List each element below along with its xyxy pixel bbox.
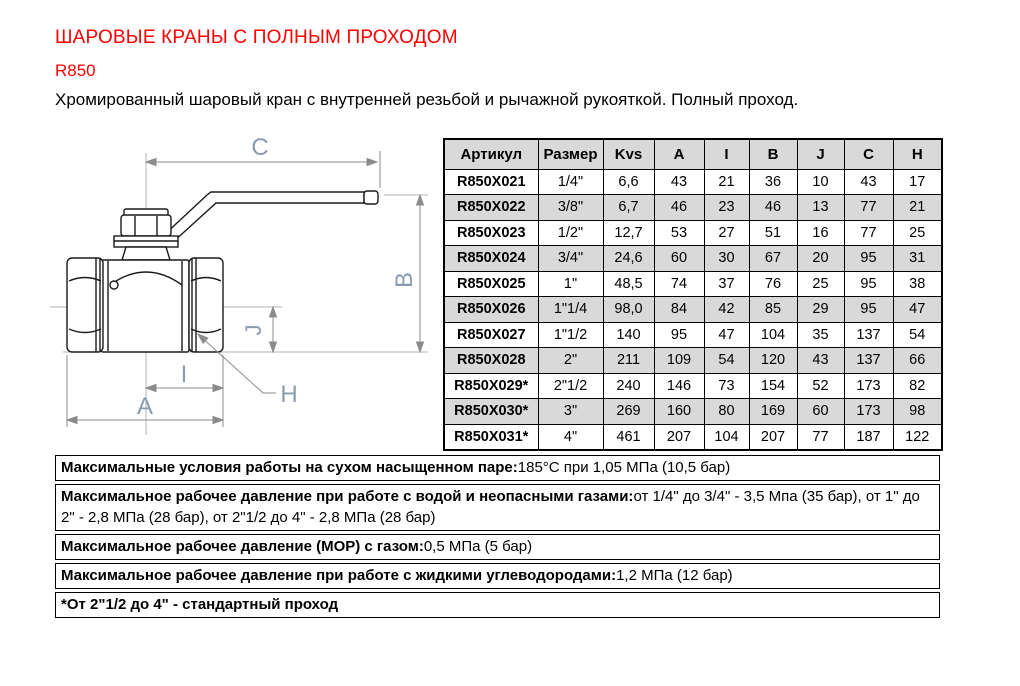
value-cell: 30 <box>704 246 749 272</box>
table-row <box>444 348 942 374</box>
value-cell: 1"1/2 <box>538 322 603 348</box>
table-header-row <box>444 139 942 169</box>
value-cell: 3/8" <box>538 195 603 221</box>
value-cell: 27 <box>704 220 749 246</box>
article-cell: R850X026 <box>444 297 538 323</box>
article-cell: R850X031* <box>444 424 538 450</box>
note-row <box>55 534 940 560</box>
value-cell: 12,7 <box>603 220 654 246</box>
value-cell: 211 <box>603 348 654 374</box>
value-cell: 23 <box>704 195 749 221</box>
value-cell: 160 <box>654 399 704 425</box>
value-cell: 25 <box>797 271 844 297</box>
column-header: Kvs <box>603 139 654 169</box>
table-row <box>444 297 942 323</box>
value-cell: 74 <box>654 271 704 297</box>
center-body <box>101 260 189 352</box>
note-value: 185°С при 1,05 МПа (10,5 бар) <box>517 459 731 476</box>
value-cell: 95 <box>844 246 893 272</box>
table-row <box>444 399 942 425</box>
value-cell: 154 <box>749 373 797 399</box>
table-row <box>444 271 942 297</box>
table-row <box>444 373 942 399</box>
value-cell: 98 <box>893 399 942 425</box>
column-header: Артикул <box>444 139 538 169</box>
value-cell: 76 <box>749 271 797 297</box>
value-cell: 173 <box>844 399 893 425</box>
value-cell: 120 <box>749 348 797 374</box>
value-cell: 461 <box>603 424 654 450</box>
value-cell: 82 <box>893 373 942 399</box>
value-cell: 54 <box>704 348 749 374</box>
column-header: Размер <box>538 139 603 169</box>
value-cell: 95 <box>844 297 893 323</box>
note-label: Максимальное рабочее давление при работе с водой и неопасными газами: <box>61 488 634 505</box>
valve-technical-drawing <box>50 133 440 453</box>
note-value: от 1/4" до 3/4" - 3,5 Мпа (35 бар), от 1" до 2" - 2,8 МПа (28 бар), от 2"1/2 до 4" - 2,8 МПа (28 бар) <box>61 488 920 526</box>
article-cell: R850X023 <box>444 220 538 246</box>
value-cell: 52 <box>797 373 844 399</box>
value-cell: 60 <box>797 399 844 425</box>
value-cell: 77 <box>797 424 844 450</box>
dim-label-j: J <box>241 324 266 336</box>
dim-label-i: I <box>180 361 188 388</box>
article-cell: R850X027 <box>444 322 538 348</box>
value-cell: 137 <box>844 322 893 348</box>
value-cell: 60 <box>654 246 704 272</box>
value-cell: 122 <box>893 424 942 450</box>
dim-label-b: B <box>391 271 418 289</box>
value-cell: 46 <box>749 195 797 221</box>
value-cell: 43 <box>654 169 704 195</box>
table-row <box>444 246 942 272</box>
value-cell: 240 <box>603 373 654 399</box>
table-row <box>444 195 942 221</box>
product-description: Хромированный шаровый кран с внутренней резьбой и рычажной рукояткой. Полный проход. <box>55 90 799 109</box>
value-cell: 42 <box>704 297 749 323</box>
value-cell: 6,6 <box>603 169 654 195</box>
note-label: Максимальное рабочее давление (МОР) с газом: <box>61 538 424 555</box>
value-cell: 25 <box>893 220 942 246</box>
page-title: ШАРОВЫЕ КРАНЫ С ПОЛНЫМ ПРОХОДОМ <box>55 27 458 48</box>
value-cell: 137 <box>844 348 893 374</box>
table-row <box>444 169 942 195</box>
value-cell: 31 <box>893 246 942 272</box>
table-row <box>444 424 942 450</box>
note-row <box>55 455 940 481</box>
stem-hex-nut <box>121 215 171 236</box>
value-cell: 3/4" <box>538 246 603 272</box>
value-cell: 104 <box>704 424 749 450</box>
value-cell: 84 <box>654 297 704 323</box>
value-cell: 16 <box>797 220 844 246</box>
value-cell: 77 <box>844 220 893 246</box>
value-cell: 48,5 <box>603 271 654 297</box>
table-row <box>444 322 942 348</box>
value-cell: 21 <box>704 169 749 195</box>
column-header: J <box>797 139 844 169</box>
value-cell: 146 <box>654 373 704 399</box>
value-cell: 53 <box>654 220 704 246</box>
value-cell: 43 <box>844 169 893 195</box>
notes <box>55 455 940 621</box>
valve-handle <box>163 192 364 243</box>
value-cell: 67 <box>749 246 797 272</box>
column-header: C <box>844 139 893 169</box>
value-cell: 173 <box>844 373 893 399</box>
note-value: 1,2 МПа (12 бар) <box>616 567 733 584</box>
value-cell: 2" <box>538 348 603 374</box>
value-cell: 207 <box>654 424 704 450</box>
value-cell: 47 <box>704 322 749 348</box>
article-cell: R850X021 <box>444 169 538 195</box>
value-cell: 37 <box>704 271 749 297</box>
dim-label-h: H <box>280 381 298 408</box>
value-cell: 17 <box>893 169 942 195</box>
note-label: Максимальные условия работы на сухом насыщенном паре: <box>61 459 518 476</box>
column-header: I <box>704 139 749 169</box>
body-detail-circle <box>110 281 118 289</box>
spec-table <box>443 138 943 451</box>
value-cell: 1"1/4 <box>538 297 603 323</box>
article-cell: R850X028 <box>444 348 538 374</box>
article-cell: R850X025 <box>444 271 538 297</box>
note-row <box>55 592 940 618</box>
value-cell: 4" <box>538 424 603 450</box>
value-cell: 29 <box>797 297 844 323</box>
value-cell: 80 <box>704 399 749 425</box>
dim-label-a: A <box>136 393 154 420</box>
value-cell: 1/2" <box>538 220 603 246</box>
note-row <box>55 484 940 531</box>
valve-body <box>67 191 378 352</box>
value-cell: 169 <box>749 399 797 425</box>
column-header: A <box>654 139 704 169</box>
value-cell: 98,0 <box>603 297 654 323</box>
article-cell: R850X022 <box>444 195 538 221</box>
note-row <box>55 563 940 589</box>
spec-table-body <box>444 169 942 450</box>
value-cell: 1/4" <box>538 169 603 195</box>
value-cell: 10 <box>797 169 844 195</box>
value-cell: 1" <box>538 271 603 297</box>
value-cell: 140 <box>603 322 654 348</box>
value-cell: 207 <box>749 424 797 450</box>
value-cell: 21 <box>893 195 942 221</box>
value-cell: 77 <box>844 195 893 221</box>
value-cell: 35 <box>797 322 844 348</box>
note-label: Максимальное рабочее давление при работе с жидкими углеводородами: <box>61 567 617 584</box>
model-code: R850 <box>55 61 96 80</box>
article-cell: R850X030* <box>444 399 538 425</box>
value-cell: 85 <box>749 297 797 323</box>
value-cell: 95 <box>654 322 704 348</box>
table-row <box>444 220 942 246</box>
article-cell: R850X024 <box>444 246 538 272</box>
value-cell: 13 <box>797 195 844 221</box>
value-cell: 66 <box>893 348 942 374</box>
value-cell: 109 <box>654 348 704 374</box>
value-cell: 6,7 <box>603 195 654 221</box>
value-cell: 51 <box>749 220 797 246</box>
column-header: B <box>749 139 797 169</box>
note-label: *От 2"1/2 до 4" - стандартный проход <box>61 596 339 613</box>
note-value: 0,5 МПа (5 бар) <box>423 538 533 555</box>
dim-label-c: C <box>251 134 269 161</box>
value-cell: 104 <box>749 322 797 348</box>
value-cell: 269 <box>603 399 654 425</box>
article-cell: R850X029* <box>444 373 538 399</box>
value-cell: 54 <box>893 322 942 348</box>
value-cell: 3" <box>538 399 603 425</box>
valve-neck <box>122 247 170 260</box>
value-cell: 46 <box>654 195 704 221</box>
handle-end-cap <box>364 191 378 204</box>
value-cell: 36 <box>749 169 797 195</box>
value-cell: 187 <box>844 424 893 450</box>
value-cell: 20 <box>797 246 844 272</box>
left-hex-cap <box>67 258 103 352</box>
value-cell: 43 <box>797 348 844 374</box>
value-cell: 73 <box>704 373 749 399</box>
column-header: H <box>893 139 942 169</box>
value-cell: 47 <box>893 297 942 323</box>
value-cell: 24,6 <box>603 246 654 272</box>
value-cell: 2"1/2 <box>538 373 603 399</box>
value-cell: 95 <box>844 271 893 297</box>
value-cell: 38 <box>893 271 942 297</box>
